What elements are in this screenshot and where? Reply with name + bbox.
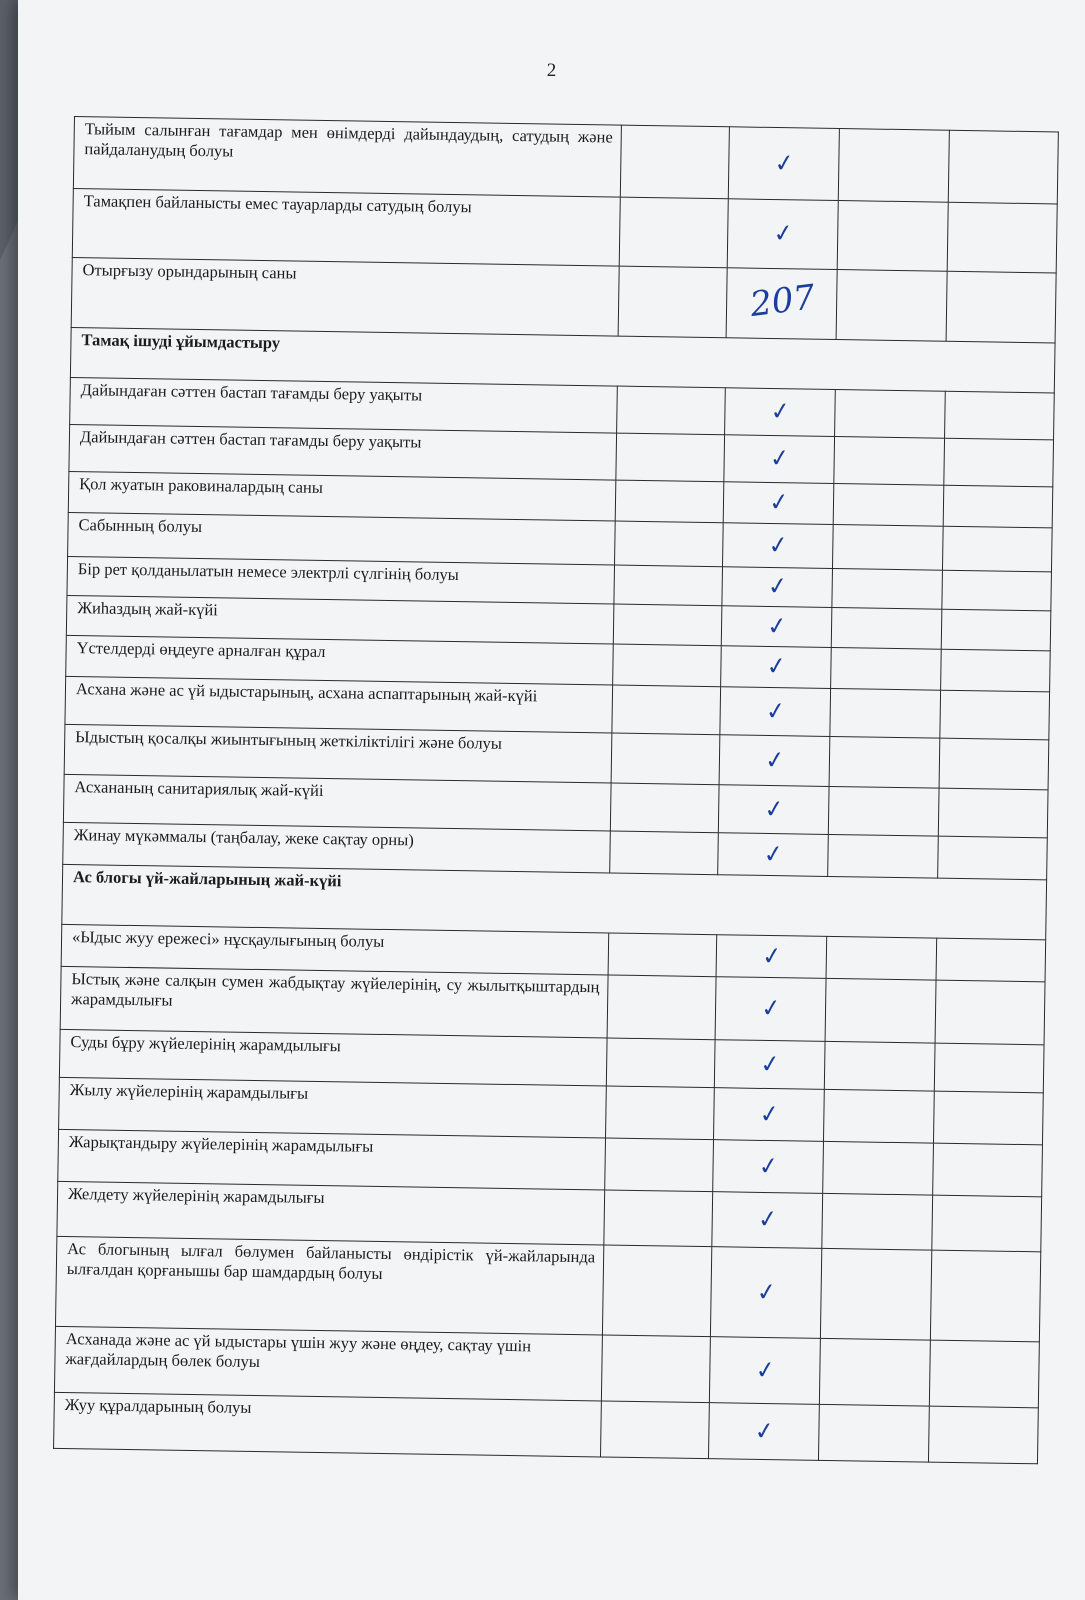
row-label: Отырғызу орындарының саны — [71, 257, 619, 336]
blank-cell — [618, 266, 727, 338]
check-mark: ✓ — [721, 606, 832, 648]
blank-cell — [825, 978, 936, 1043]
blank-cell — [938, 836, 1048, 880]
checklist-table — [53, 116, 1059, 1464]
blank-cell — [831, 647, 942, 690]
section-title: Тамақ ішуді ұйымдастыру — [70, 327, 1055, 392]
blank-cell — [610, 831, 719, 875]
blank-cell — [822, 1193, 933, 1250]
blank-cell — [820, 1248, 931, 1340]
row-label: Жуу құралдарының болуы — [54, 1392, 602, 1457]
check-mark: ✓ — [713, 1140, 824, 1194]
check-mark: ✓ — [709, 1337, 820, 1405]
row-label: Жылу жүйелерінің жарамдылығы — [59, 1077, 607, 1138]
row-label: Қол жуатын раковиналардың саны — [68, 471, 616, 521]
blank-cell — [610, 783, 719, 833]
blank-cell — [608, 933, 717, 977]
blank-cell — [933, 1091, 1043, 1145]
check-mark: ✓ — [718, 833, 829, 877]
check-mark: ✓ — [723, 482, 834, 525]
table-row — [55, 1236, 1040, 1341]
row-label: Дайындаған сәттен бастап тағамды беру уақыты — [69, 424, 617, 480]
blank-cell — [615, 521, 724, 567]
blank-cell — [935, 980, 1045, 1045]
seat-count-value: 207 — [726, 268, 837, 340]
row-label: Жинау мүкәммалы (таңбалау, жеке сақтау орны) — [63, 822, 611, 873]
blank-cell — [940, 690, 1050, 740]
row-label: Дайындаған сәттен бастап тағамды беру уақыты — [70, 377, 618, 433]
blank-cell — [836, 270, 947, 342]
check-mark: ✓ — [708, 1403, 819, 1461]
blank-cell — [823, 1141, 934, 1195]
blank-cell — [934, 1043, 1044, 1093]
row-label: Ыстық және салқын сумен жабдықтау жүйелерінің, су жылытқыштардың жарамдылығы — [60, 966, 608, 1038]
blank-cell — [617, 386, 726, 435]
blank-cell — [946, 271, 1056, 343]
check-mark: ✓ — [720, 687, 831, 737]
blank-cell — [945, 391, 1055, 440]
blank-cell — [611, 733, 720, 785]
blank-cell — [929, 1340, 1039, 1408]
page-number: 2 — [546, 60, 557, 81]
blank-cell — [943, 485, 1053, 528]
row-label: «Ыдыс жуу ережесі» нұсқаулығының болуы — [61, 924, 609, 975]
blank-cell — [606, 1086, 715, 1140]
check-mark: ✓ — [721, 646, 832, 689]
check-mark: ✓ — [725, 388, 836, 437]
row-label: Сабынның болуы — [68, 512, 616, 565]
blank-cell — [829, 736, 940, 788]
row-label: Асханада және ас үй ыдыстары үшін жуу және өңдеу, сақтау үшін жағдайлардың бөлек болуы — [54, 1326, 602, 1401]
blank-cell — [832, 568, 943, 609]
check-mark: ✓ — [724, 435, 835, 484]
blank-cell — [824, 1041, 935, 1091]
section-title: Ас блогы үй-жайларының жай-күйі — [62, 864, 1047, 939]
checklist-sheet — [53, 116, 1059, 1464]
blank-cell — [601, 1401, 710, 1459]
blank-cell — [818, 1404, 929, 1462]
blank-cell — [941, 649, 1051, 692]
blank-cell — [602, 1245, 711, 1337]
blank-cell — [619, 197, 728, 268]
row-label: Суды бұру жүйелерінің жарамдылығы — [59, 1029, 607, 1086]
blank-cell — [947, 202, 1057, 273]
blank-cell — [606, 1038, 715, 1088]
blank-cell — [620, 125, 729, 199]
row-label: Тамақпен байланысты емес тауарларды сатудың болуы — [72, 188, 620, 266]
blank-cell — [933, 1143, 1043, 1197]
blank-cell — [932, 1195, 1042, 1252]
check-mark: ✓ — [718, 785, 829, 835]
blank-cell — [828, 834, 939, 878]
document-page — [18, 0, 1085, 1600]
check-mark: ✓ — [715, 977, 826, 1042]
blank-cell — [833, 483, 944, 526]
blank-cell — [823, 1089, 934, 1143]
blank-cell — [828, 786, 939, 836]
blank-cell — [834, 436, 945, 485]
check-mark: ✓ — [727, 199, 838, 270]
check-mark: ✓ — [713, 1088, 824, 1142]
row-label: Асхана және ас үй ыдыстарының, асхана аспаптарының жай-күйі — [65, 676, 613, 733]
check-mark: ✓ — [723, 523, 834, 569]
blank-cell — [941, 609, 1051, 651]
blank-cell — [612, 685, 721, 735]
blank-cell — [831, 607, 942, 649]
row-label: Тыйым салынған тағамдар мен өнімдерді дайындаудың, сатудың және пайдаланудың болуы — [73, 117, 621, 198]
check-mark: ✓ — [719, 735, 830, 787]
check-mark: ✓ — [716, 935, 827, 979]
blank-cell — [819, 1338, 930, 1406]
blank-cell — [928, 1406, 1038, 1464]
blank-cell — [948, 130, 1058, 204]
check-mark: ✓ — [714, 1040, 825, 1090]
row-label: Желдету жүйелерінің жарамдылығы — [57, 1181, 605, 1245]
blank-cell — [601, 1335, 710, 1403]
blank-cell — [613, 644, 722, 687]
row-label: Жиһаздың жай-күйі — [66, 595, 614, 644]
blank-cell — [615, 480, 724, 523]
check-mark: ✓ — [722, 567, 833, 608]
blank-cell — [944, 438, 1054, 487]
blank-cell — [604, 1190, 713, 1247]
blank-cell — [614, 565, 723, 606]
blank-cell — [938, 788, 1048, 838]
row-label: Жарықтандыру жүйелерінің жарамдылығы — [58, 1129, 606, 1190]
row-label: Бір рет қолданылатын немесе электрлі сүлгінің болуы — [67, 556, 615, 604]
blank-cell — [838, 129, 949, 203]
blank-cell — [942, 570, 1052, 611]
blank-cell — [837, 201, 948, 272]
blank-cell — [830, 688, 941, 738]
check-mark: ✓ — [712, 1192, 823, 1249]
blank-cell — [605, 1138, 714, 1192]
blank-cell — [616, 433, 725, 482]
blank-cell — [942, 526, 1052, 572]
check-mark: ✓ — [728, 127, 839, 201]
blank-cell — [930, 1250, 1040, 1342]
check-mark: ✓ — [710, 1247, 821, 1339]
blank-cell — [826, 936, 937, 980]
blank-cell — [607, 975, 716, 1040]
blank-cell — [939, 738, 1049, 790]
row-label: Ыдыстың қосалқы жиынтығының жеткіліктілігі және болуы — [64, 724, 612, 783]
blank-cell — [832, 524, 943, 570]
blank-cell — [835, 389, 946, 438]
row-label: Асхананың санитариялық жай-күйі — [63, 774, 611, 831]
row-label: Үстелдерді өңдеуге арналған құрал — [66, 635, 614, 685]
blank-cell — [613, 604, 722, 646]
row-label: Ас блогының ылғал бөлумен байланысты өндірістік үй-жайларында ылғалдан қорғанышы бар шамдардың болуы — [55, 1236, 603, 1335]
blank-cell — [936, 938, 1046, 982]
